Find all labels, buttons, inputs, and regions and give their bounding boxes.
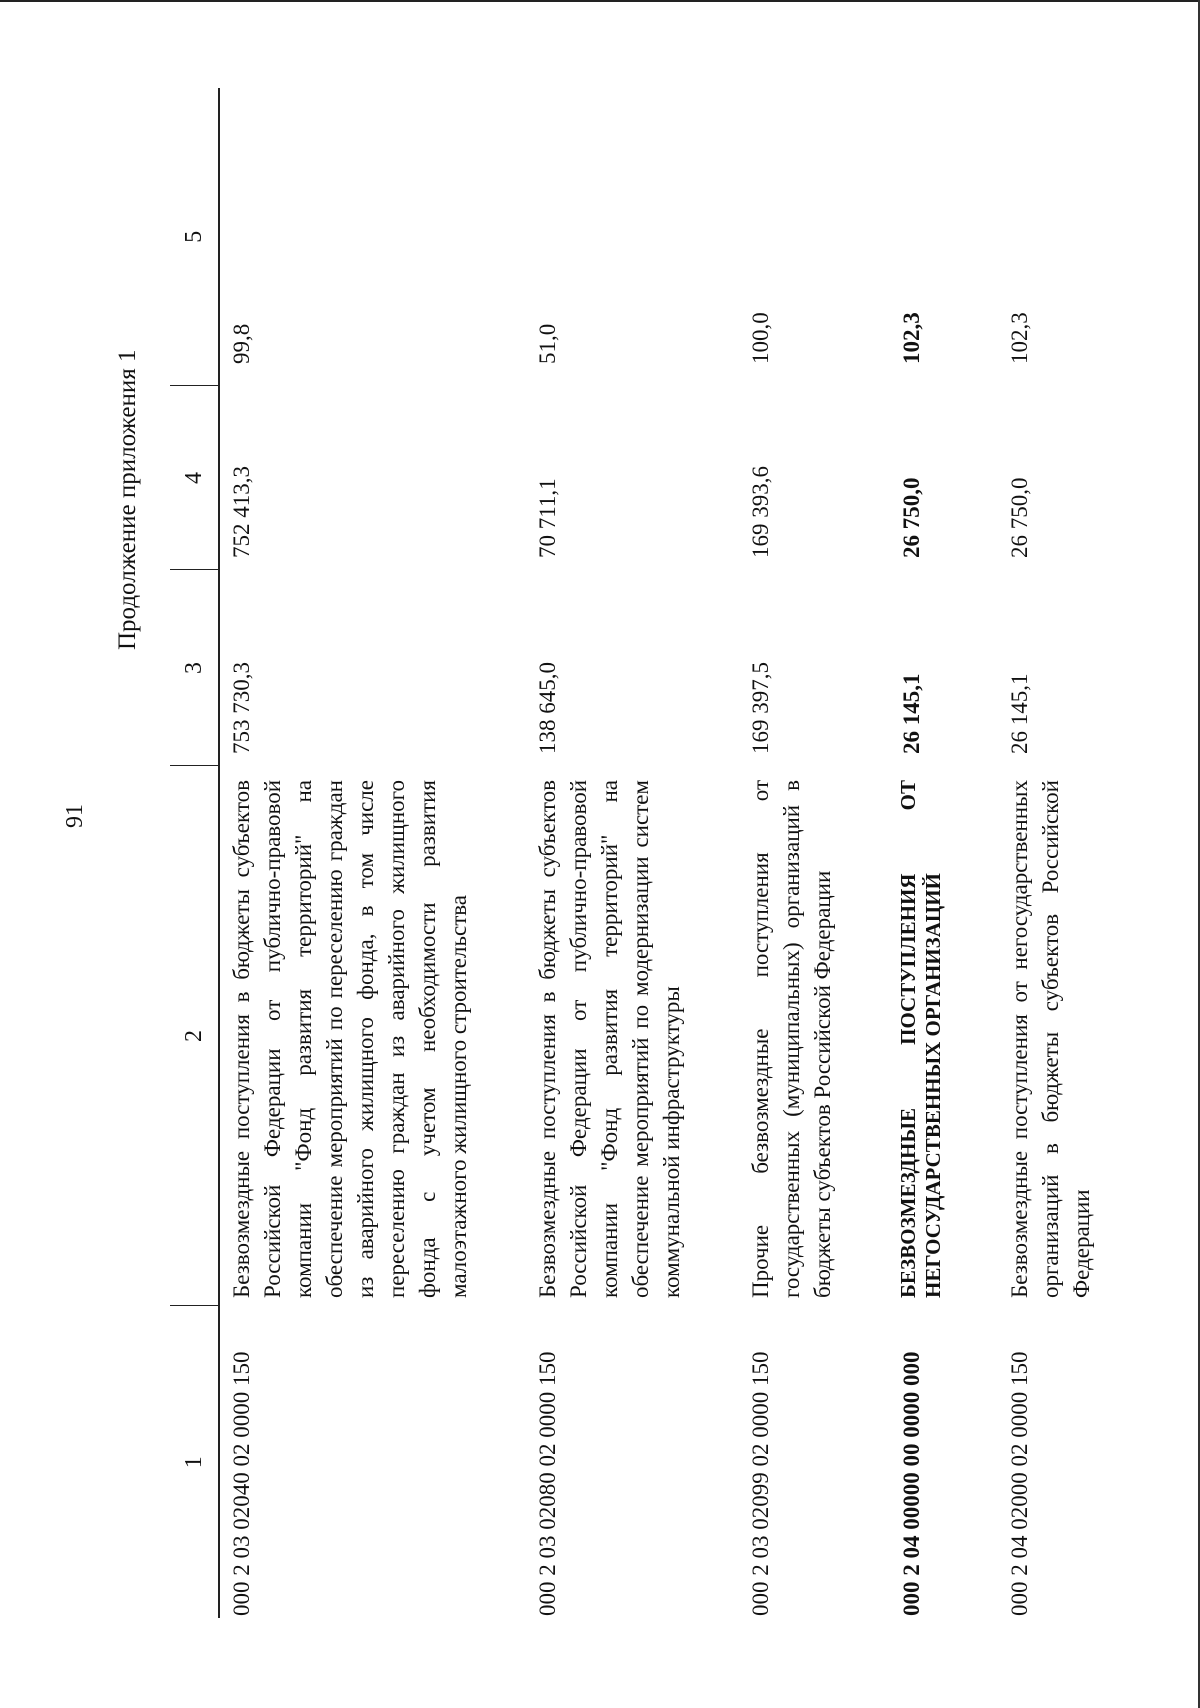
column-header-3: 3 xyxy=(170,570,219,766)
revenue-name: БЕЗВОЗМЕЗДНЫЕ ПОСТУПЛЕНИЯ ОТ НЕГОСУДАРСТВЕННЫХ ОРГАНИЗАЦИЙ xyxy=(896,780,945,1298)
table-row xyxy=(739,88,890,1618)
execution-percent: 99,8 xyxy=(229,323,254,364)
budget-code: 000 2 03 02099 02 0000 150 xyxy=(748,1351,773,1616)
execution-percent: 100,0 xyxy=(748,312,773,364)
budget-code: 000 2 03 02040 02 0000 150 xyxy=(229,1351,254,1616)
table-row xyxy=(890,88,998,1618)
plan-value: 169 397,5 xyxy=(748,662,773,754)
budget-code: 000 2 04 00000 00 0000 000 xyxy=(899,1351,924,1616)
execution-percent: 51,0 xyxy=(535,323,560,364)
actual-value: 70 711,1 xyxy=(535,478,560,558)
actual-value: 169 393,6 xyxy=(748,466,773,558)
budget-code: 000 2 03 02080 02 0000 150 xyxy=(535,1351,560,1616)
table-row xyxy=(526,88,739,1618)
column-header-1: 1 xyxy=(170,1306,219,1618)
execution-percent: 102,3 xyxy=(899,312,924,364)
plan-value: 138 645,0 xyxy=(535,662,560,754)
revenue-name: Прочие безвозмездные поступления от государственных (муниципальных) организаций в бюджеты субъектов Российской Федерации xyxy=(748,780,835,1298)
revenue-table xyxy=(170,88,1149,1618)
page-number: 91 xyxy=(62,804,88,828)
actual-value: 26 750,0 xyxy=(899,477,924,558)
plan-value: 26 145,1 xyxy=(1007,673,1032,754)
table-row xyxy=(998,88,1149,1618)
continuation-title: Продолжение приложения 1 xyxy=(114,349,141,650)
column-header-2: 2 xyxy=(170,766,219,1306)
plan-value: 753 730,3 xyxy=(229,662,254,754)
revenue-name: Безвозмездные поступления в бюджеты субъектов Российской Федерации от публично-правовой компании "Фонд развития территорий" на обеспечение мероприятий по переселению граждан из аварийного жилищного фонда, в том числе переселению граждан из аварийного жилищного фонда с учетом необходимости развития малоэтажного жилищного строительства xyxy=(229,780,471,1298)
header-row xyxy=(170,88,219,1618)
actual-value: 26 750,0 xyxy=(1007,477,1032,558)
actual-value: 752 413,3 xyxy=(229,466,254,558)
budget-code: 000 2 04 02000 02 0000 150 xyxy=(1007,1351,1032,1616)
execution-percent: 102,3 xyxy=(1007,312,1032,364)
column-header-5: 5 xyxy=(170,88,219,386)
revenue-name: Безвозмездные поступления в бюджеты субъектов Российской Федерации от публично-правовой компании "Фонд развития территорий" на обеспечение мероприятий по модернизации систем коммунальной инфраструктуры xyxy=(535,780,684,1298)
revenue-name: Безвозмездные поступления от негосударственных организаций в бюджеты субъектов Российской Федерации xyxy=(1007,780,1094,1298)
plan-value: 26 145,1 xyxy=(899,673,924,754)
column-header-4: 4 xyxy=(170,386,219,570)
table-row xyxy=(219,88,526,1618)
